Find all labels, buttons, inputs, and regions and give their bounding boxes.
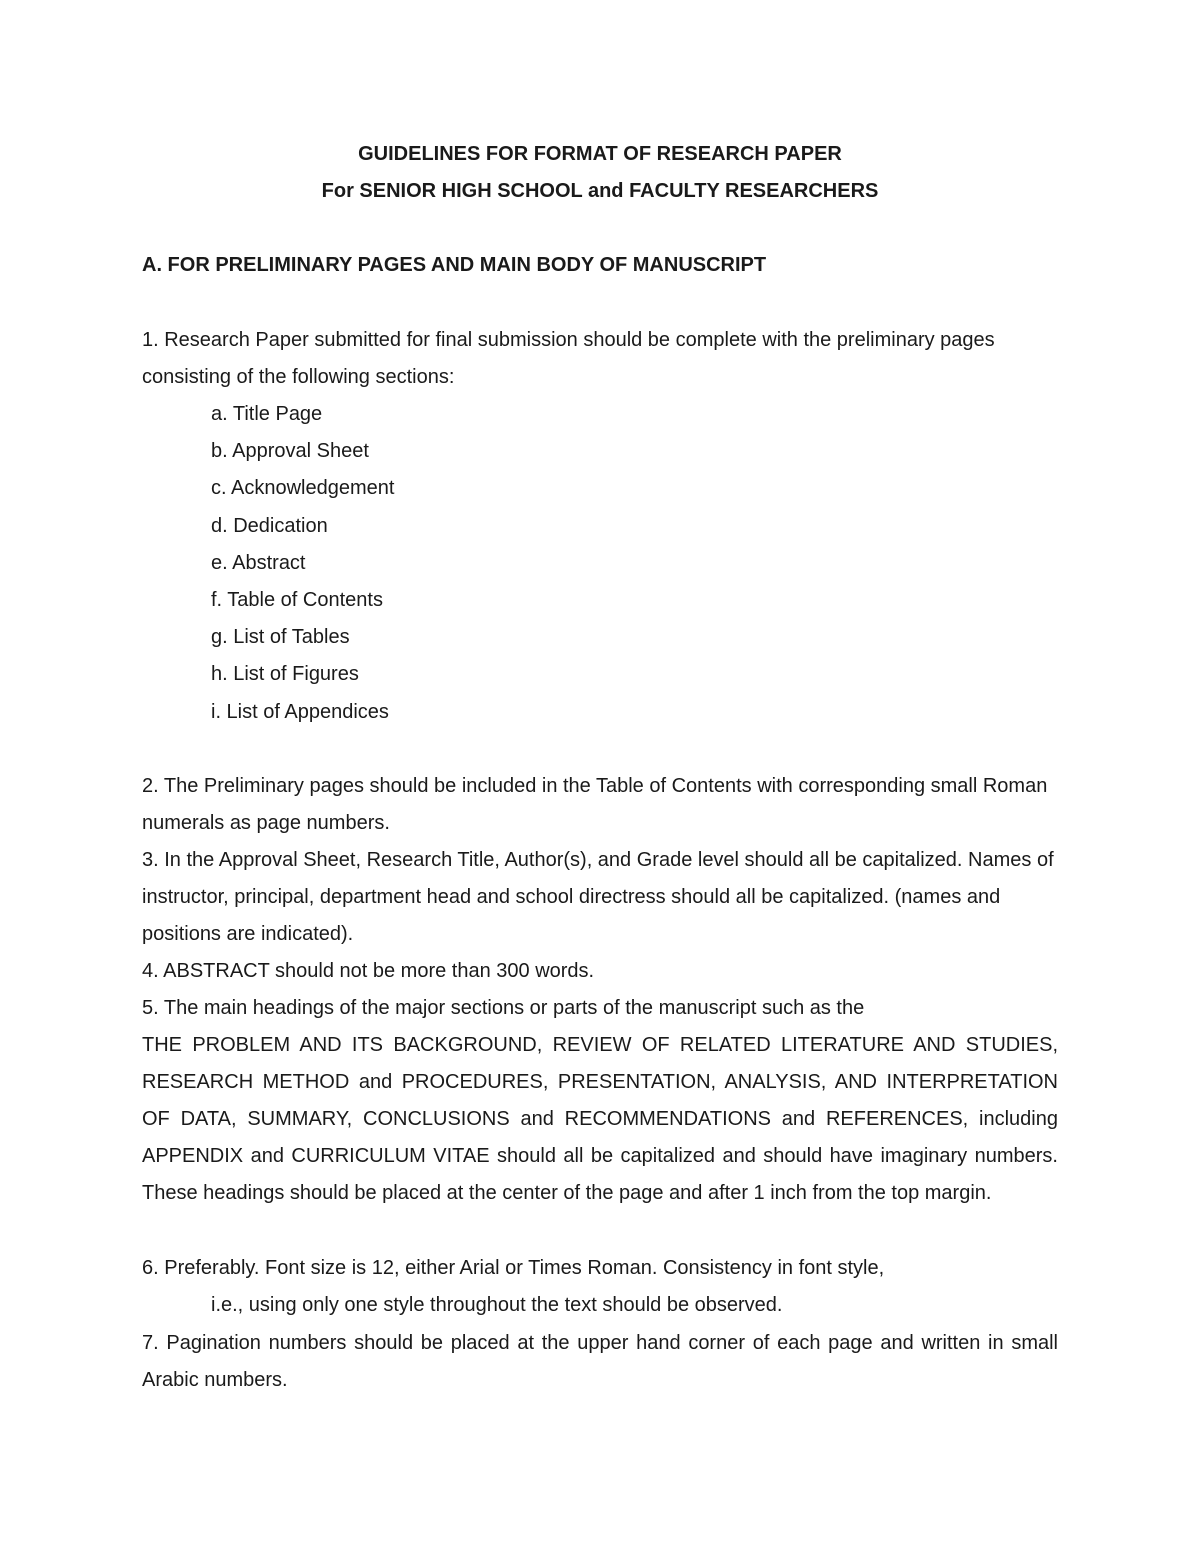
list-item: c. Acknowledgement	[211, 477, 395, 500]
list-item: h. List of Figures	[211, 663, 359, 686]
guideline-item-1: 1. Research Paper submitted for final submission should be complete with the preliminary pages consisting of the following sections:	[142, 329, 995, 388]
guideline-item-5-body: THE PROBLEM AND ITS BACKGROUND, REVIEW OF RELATED LITERATURE AND STUDIES, RESEARCH METHOD and PROCEDURES, PRESENTATION, ANALYSIS, AND INTERPRETATION OF DATA, SUMMARY, CONCLUSIONS and RECOMMENDATIONS and REFERENCES, including APPENDIX and CURRICULUM VITAE should all be capitalized and should have imaginary numbers. These headings should be placed at the center of the page and after 1 inch from the top margin.	[142, 1034, 1058, 1204]
list-item: g. List of Tables	[211, 626, 350, 649]
guideline-item-2: 2. The Preliminary pages should be included in the Table of Contents with corresponding small Roman numerals as page numbers.	[142, 775, 1048, 834]
list-item: d. Dedication	[211, 514, 328, 537]
list-item: b. Approval Sheet	[211, 440, 369, 463]
guideline-item-6: 6. Preferably. Font size is 12, either Arial or Times Roman. Consistency in font style,	[142, 1257, 885, 1279]
document-subtitle: For SENIOR HIGH SCHOOL and FACULTY RESEARCHERS	[321, 180, 879, 202]
guideline-item-4: 4. ABSTRACT should not be more than 300 words.	[142, 960, 595, 982]
list-item: e. Abstract	[211, 551, 306, 574]
list-item: a. Title Page	[211, 403, 323, 425]
document-title: GUIDELINES FOR FORMAT OF RESEARCH PAPER	[358, 143, 842, 165]
guideline-item-7: 7. Pagination numbers should be placed at the upper hand corner of each page and written in small Arabic numbers.	[142, 1332, 1058, 1391]
guideline-item-6-continued: i.e., using only one style throughout the text should be observed.	[211, 1294, 783, 1316]
preliminary-sections-list	[211, 396, 394, 731]
section-heading: A. FOR PRELIMINARY PAGES AND MAIN BODY OF MANUSCRIPT	[142, 254, 767, 276]
list-item: i. List of Appendices	[211, 700, 389, 723]
guideline-item-3: 3. In the Approval Sheet, Research Title, Author(s), and Grade level should all be capitalized. Names of instructor, principal, department head and school directress should all be capitalized. (names and positions are indicated).	[142, 849, 1054, 945]
list-item: f. Table of Contents	[211, 589, 383, 612]
guideline-item-5-intro: 5. The main headings of the major sections or parts of the manuscript such as the	[142, 997, 865, 1019]
